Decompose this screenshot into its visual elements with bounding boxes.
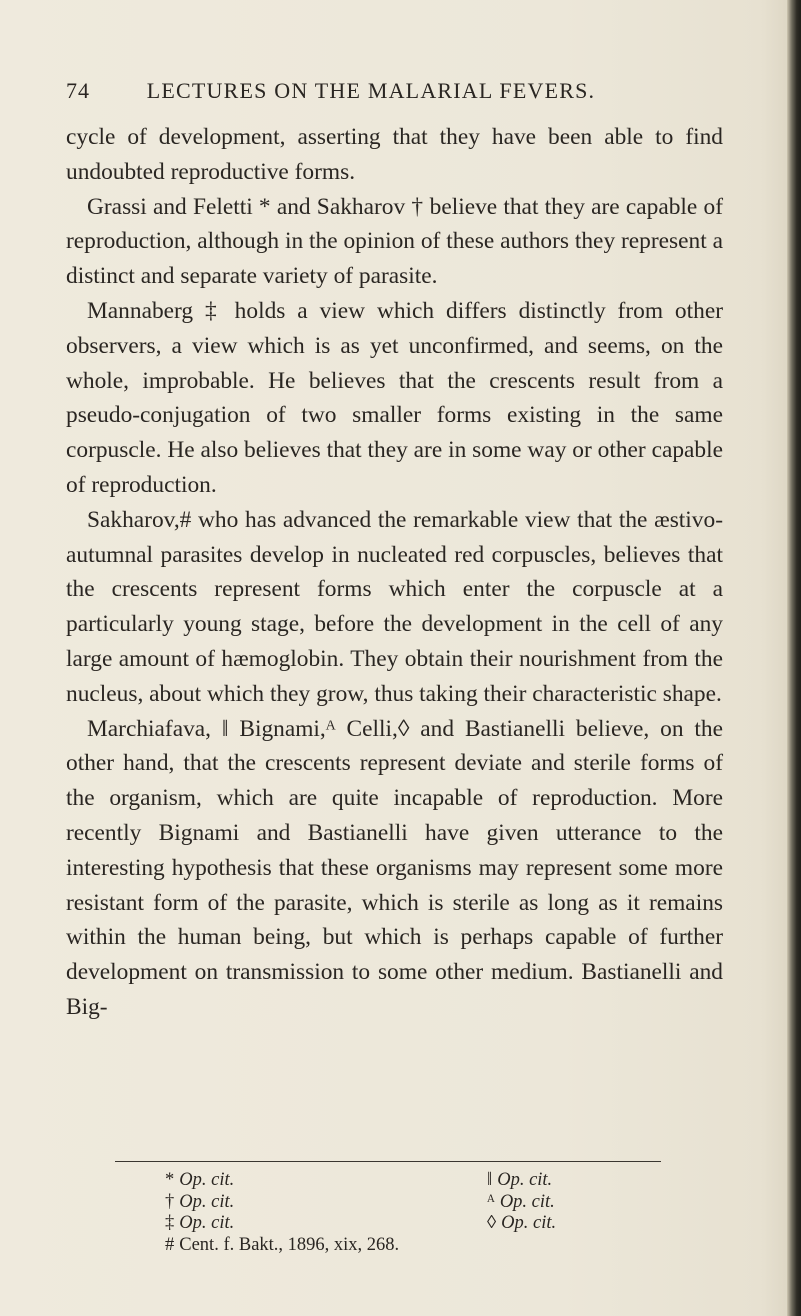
footnotes-right-column <box>487 1170 607 1235</box>
footnote <box>487 1213 607 1235</box>
paragraph: Grassi and Feletti * and Sakharov † believe that they are capable of reproduction, although in the opinion of these authors they represent a distinct and separate variety of parasite. <box>66 193 723 290</box>
page-number: 74 <box>66 78 90 103</box>
running-title: LECTURES ON THE MALARIAL FEVERS. <box>146 78 596 103</box>
footnote-text: Op. cit. <box>179 1170 235 1190</box>
footnote-divider <box>115 1161 661 1162</box>
footnote <box>165 1235 425 1257</box>
footnote <box>165 1213 425 1235</box>
page-edge-shadow <box>787 0 801 1316</box>
footnote <box>165 1170 425 1192</box>
footnotes-left-column <box>165 1170 425 1256</box>
footnote-text: Cent. f. Bakt., 1896, xix, 268. <box>179 1234 400 1255</box>
footnote-mark: ᴬ <box>487 1191 495 1212</box>
footnote <box>487 1192 607 1214</box>
paragraph: Marchiafava, ‖ Bignami,ᴬ Celli,◊ and Bastianelli believe, on the other hand, that the crescents represent deviate and sterile forms of the organism, which are quite incapable of reproduction. More recently Bignami and Bastianelli have given utterance to the interesting hypothesis that these organisms may represent some more resistant form of the parasite, which is sterile as long as it remains within the human being, but which is perhaps capable of further development on transmission to some other medium. Bastianelli and Big- <box>66 715 723 1020</box>
paragraph: Mannaberg ‡ holds a view which differs distinctly from other observers, a view which is as yet unconfirmed, and seems, on the whole, improbable. He believes that the crescents result from a pseudo-conjugation of two smaller forms existing in the same corpuscle. He also believes that they are in some way or other capable of reproduction. <box>66 297 723 498</box>
footnote <box>487 1170 607 1192</box>
footnote-mark: ‡ <box>165 1213 175 1233</box>
footnote-text: Op. cit. <box>501 1213 557 1233</box>
footnote-text: Op. cit. <box>179 1213 235 1233</box>
footnote-mark: * <box>165 1170 175 1190</box>
footnote-text: Op. cit. <box>179 1191 235 1212</box>
footnote-mark: † <box>165 1191 175 1212</box>
footnote-mark: ‖ <box>487 1170 493 1190</box>
footnote-mark: ◊ <box>487 1213 497 1233</box>
page-header <box>66 78 626 104</box>
footnote <box>165 1192 425 1214</box>
footnote-mark: # <box>165 1234 175 1255</box>
paragraph: Sakharov,# who has advanced the remarkable view that the æstivo-autumnal parasites develop in nucleated red corpuscles, believes that the crescents represent forms which enter the corpuscle at a particularly young stage, before the development in the cell of any large amount of hæmoglobin. They obtain their nourishment from the nucleus, about which they grow, thus taking their characteristic shape. <box>66 506 723 707</box>
footnote-text: Op. cit. <box>497 1170 553 1190</box>
footnote-text: Op. cit. <box>499 1191 555 1212</box>
paragraph: cycle of development, asserting that they have been able to find undoubted reproductive forms. <box>66 124 723 185</box>
body-text <box>66 120 723 1025</box>
